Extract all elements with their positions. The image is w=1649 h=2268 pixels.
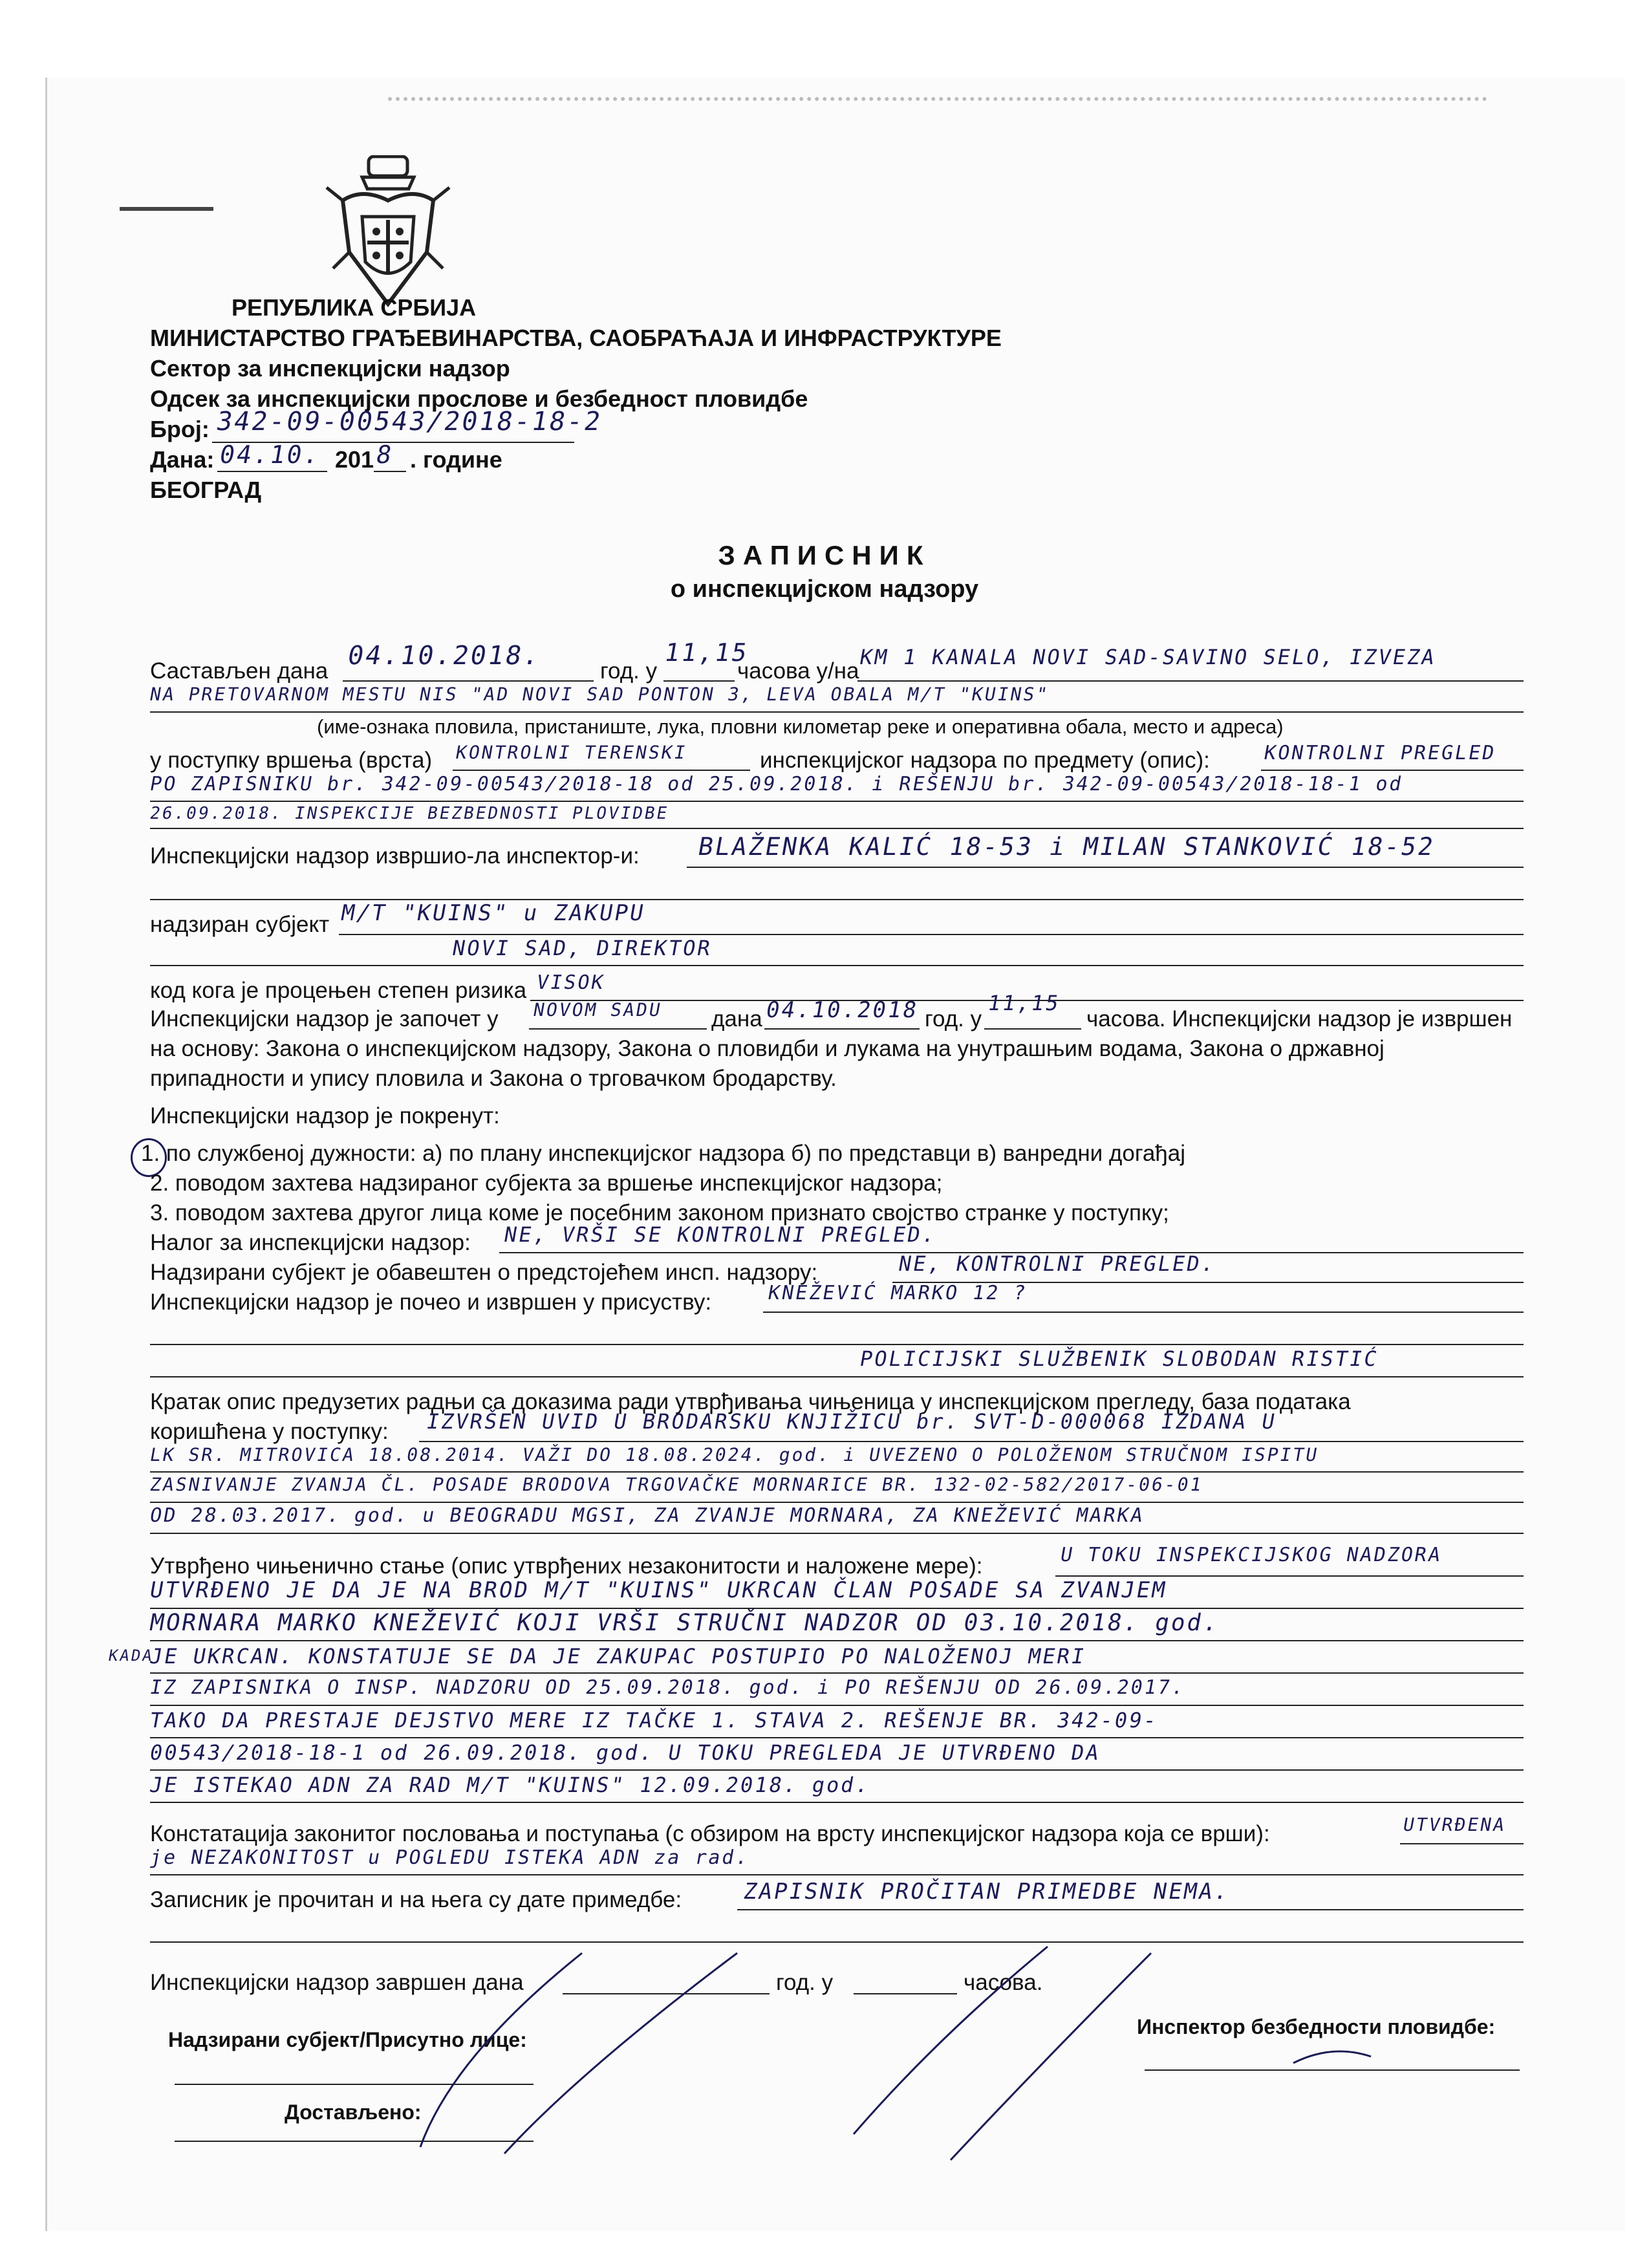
composed-date: 04.10.2018. xyxy=(345,641,543,671)
header-date-value: 04.10. xyxy=(217,440,323,469)
basis-line1: на основу: Закона о инспекцијском надзору, Закона о пловидби и лукама на унутрашњим водама, Закона о државној xyxy=(150,1036,1385,1061)
hours-location-label: часова у/на xyxy=(737,658,859,684)
notified-value: NE, KONTROLNI PREGLED. xyxy=(896,1251,1218,1276)
legality-label: Констатација законитог пословања и поступања (с обзиром на врсту инспекцијског надзора која се врши): xyxy=(150,1821,1270,1846)
header-sector: Сектор за инспекцијски надзор xyxy=(150,355,510,382)
facts-line6: TAKO DA PRESTAJE DEJSTVO MERE IZ TAČKE 1. STAVA 2. REŠENJE BR. 342-09- xyxy=(147,1708,1160,1733)
header-republic: РЕПУБЛИКА СРБИЈА xyxy=(232,294,477,321)
signature-subject-label: Надзирани субјект/Присутно лице: xyxy=(168,2028,527,2051)
facts-line4: JE UKRCAN. KONSTATUJE SE DA JE ZAKUPAC POSTUPIO PO NALOŽENOJ MERI xyxy=(147,1644,1088,1669)
basis-line2: припадности и упису пловила и Закона о трговачком бродарству. xyxy=(150,1066,837,1091)
started-label: Инспекцијски надзор је започет у xyxy=(150,1006,499,1031)
procedure-label: у поступку вршења (врста) xyxy=(150,748,433,773)
facts-line7: 00543/2018-18-1 od 26.09.2018. god. U TOKU PREGLEDA JE UTVRĐENO DA xyxy=(147,1740,1103,1765)
started-date: 04.10.2018 xyxy=(764,997,921,1023)
actions-line3: ZASNIVANJE ZVANJA ČL. POSADE BRODOVA TRGOVAČKE MORNARICE BR. 132-02-582/2017-06-01 xyxy=(148,1474,1205,1495)
option-3: 3. поводом захтева другог лица коме је посебним законом признато својство странке у поступку; xyxy=(150,1200,1169,1226)
subject-line2: PO ZAPISNIKU br. 342-09-00543/2018-18 od 25.09.2018. i REŠENJU br. 342-09-00543/2018-18-1 od xyxy=(148,773,1405,795)
facts-line2: UTVRĐENO JE DA JE NA BROD M/T "KUINS" UKRCAN ČLAN POSADE SA ZVANJEM xyxy=(147,1577,1170,1603)
option-1: 1. по службеној дужности: а) по плану инспекцијског надзора б) по представци в) ванредни догађај xyxy=(141,1141,1185,1166)
notified-label: Надзирани субјект је обавештен о предстојећем инсп. надзору: xyxy=(150,1260,818,1285)
order-value: NE, VRŠI SE KONTROLNI PREGLED. xyxy=(502,1222,939,1247)
subject-label: инспекцијског надзора по предмету (опис): xyxy=(760,748,1210,773)
header-year-digit: 8 xyxy=(374,440,396,469)
finished-label: Инспекцијски надзор завршен дана xyxy=(150,1970,524,1995)
initiated-label: Инспекцијски надзор је покренут: xyxy=(150,1103,500,1129)
header-date-label: Дана: xyxy=(150,446,215,473)
supervised-value: M/T "KUINS" u ZAKUPU xyxy=(339,900,647,926)
started-rest: часова. Инспекцијски надзор је извршен xyxy=(1086,1006,1513,1031)
started-place: NOVOM SADU xyxy=(532,999,664,1021)
delivered-label: Достављено: xyxy=(285,2101,422,2124)
legality-line2: je NEZAKONITOST u POGLEDU ISTEKA ADN za rad. xyxy=(148,1846,751,1869)
procedure-type: KONTROLNI TERENSKI xyxy=(454,742,689,763)
started-hours: 11,15 xyxy=(986,991,1062,1015)
header-year-suffix: . године xyxy=(410,446,502,473)
signature-inspector-label: Инспектор безбедности пловидбе: xyxy=(1137,2015,1496,2038)
presence-line3: POLICIJSKI SLUŽBENIK SLOBODAN RISTIĆ xyxy=(857,1346,1381,1371)
facts-line8: JE ISTEKAO ADN ZA RAD M/T "KUINS" 12.09.2018. god. xyxy=(147,1773,872,1797)
header-number-value: 342-09-00543/2018-18-2 xyxy=(213,407,605,437)
supervised-line2: NOVI SAD, DIREKTOR xyxy=(450,936,715,960)
subject-line3: 26.09.2018. INSPEKCIJE BEZBEDNOSTI PLOVIDBE xyxy=(148,804,671,823)
legality-value: UTVRĐENA xyxy=(1401,1814,1508,1835)
facts-value-1: U TOKU INSPEKCIJSKOG NADZORA xyxy=(1059,1544,1444,1566)
presence-label: Инспекцијски надзор је почео и извршен у присуству: xyxy=(150,1290,712,1315)
location-line2: NA PRETOVARNOM MESTU NIS "AD NOVI SAD PONTON 3, LEVA OBALA M/T "KUINS" xyxy=(148,684,1051,705)
actions-label-1: Кратак опис предузетих радњи са доказима ради утврђивања чињеница у инспекцијском прегледу, база података xyxy=(150,1389,1351,1414)
actions-value-1: IZVRŠEN UVID U BRODARSKU KNJIŽICU br. SVT-D-000068 IZDANA U xyxy=(424,1409,1279,1434)
actions-line4: OD 28.03.2017. god. u BEOGRADU MGSI, ZA ZVANJE MORNARA, ZA KNEŽEVIĆ MARKA xyxy=(148,1504,1147,1527)
location-line1: KM 1 KANALA NOVI SAD-SAVINO SELO, IZVEZA xyxy=(857,645,1438,669)
header-department: Одсек за инспекцијски прослове и безбедност пловидбе xyxy=(150,385,808,412)
actions-label-2: коришћена у поступку: xyxy=(150,1419,389,1444)
finished-year-label: год. у xyxy=(776,1970,834,1995)
inspectors-value: BLAŽENKA KALIĆ 18-53 i MILAN STANKOVIĆ 18-52 xyxy=(696,832,1438,861)
started-year-label: год. у xyxy=(925,1006,982,1031)
read-label: Записник је прочитан и на њега су дате примедбе: xyxy=(150,1887,682,1912)
facts-label: Утврђено чињенично стање (опис утврђених незаконитости и наложене мере): xyxy=(150,1553,983,1579)
composed-hours: 11,15 xyxy=(662,638,751,667)
option-2: 2. поводом захтева надзираног субјекта за вршење инспекцијског надзора; xyxy=(150,1171,943,1196)
header-city: БЕОГРАД xyxy=(150,477,262,503)
subject-value: KONTROLNI PREGLED xyxy=(1262,742,1498,764)
composed-label: Састављен дана xyxy=(150,658,329,684)
composed-year-label: год. у xyxy=(600,658,658,684)
header-ministry: МИНИСТАРСТВО ГРАЂЕВИНАРСТВА, САОБРАЋАЈА И ИНФРАСТРУКТУРЕ xyxy=(150,325,1002,351)
document-subtitle: о инспекцијском надзору xyxy=(670,576,979,603)
facts-line5: IZ ZAPISNIKA O INSP. NADZORU OD 25.09.2018. god. i PO REŠENJU OD 26.09.2017. xyxy=(148,1676,1187,1699)
inspectors-label: Инспекцијски надзор извршио-ла инспектор-и: xyxy=(150,843,640,869)
risk-label: код кога је процењен степен ризика xyxy=(150,978,527,1003)
finished-hours-label: часова. xyxy=(964,1970,1043,1995)
risk-value: VISOK xyxy=(535,971,607,994)
actions-line2: LK SR. MITROVICA 18.08.2014. VAŽI DO 18.08.2024. god. i UVEZENO O POLOŽENOM STRUČNOM ISPITU xyxy=(148,1444,1321,1465)
location-hint: (име-ознака пловила, пристаниште, лука, пловни километар реке и оперативна обала, место и адреса) xyxy=(317,715,1284,738)
document-title: ЗАПИСНИК xyxy=(718,540,931,570)
header-year-prefix: 201 xyxy=(335,446,374,473)
header-number-label: Број: xyxy=(150,416,210,442)
facts-margin-note: KADA xyxy=(107,1647,156,1665)
facts-line3: MORNARA MARKO KNEŽEVIĆ KOJI VRŠI STRUČNI NADZOR OD 03.10.2018. god. xyxy=(147,1610,1222,1636)
supervised-label: надзиран субјект xyxy=(150,912,330,937)
started-date-label: дана xyxy=(711,1006,762,1031)
order-label: Налог за инспекцијски надзор: xyxy=(150,1230,471,1255)
presence-value: KNEŽEVIĆ MARKO 12 ? xyxy=(766,1282,1029,1304)
read-value: ZAPISNIK PROČITAN PRIMEDBE NEMA. xyxy=(741,1879,1232,1905)
